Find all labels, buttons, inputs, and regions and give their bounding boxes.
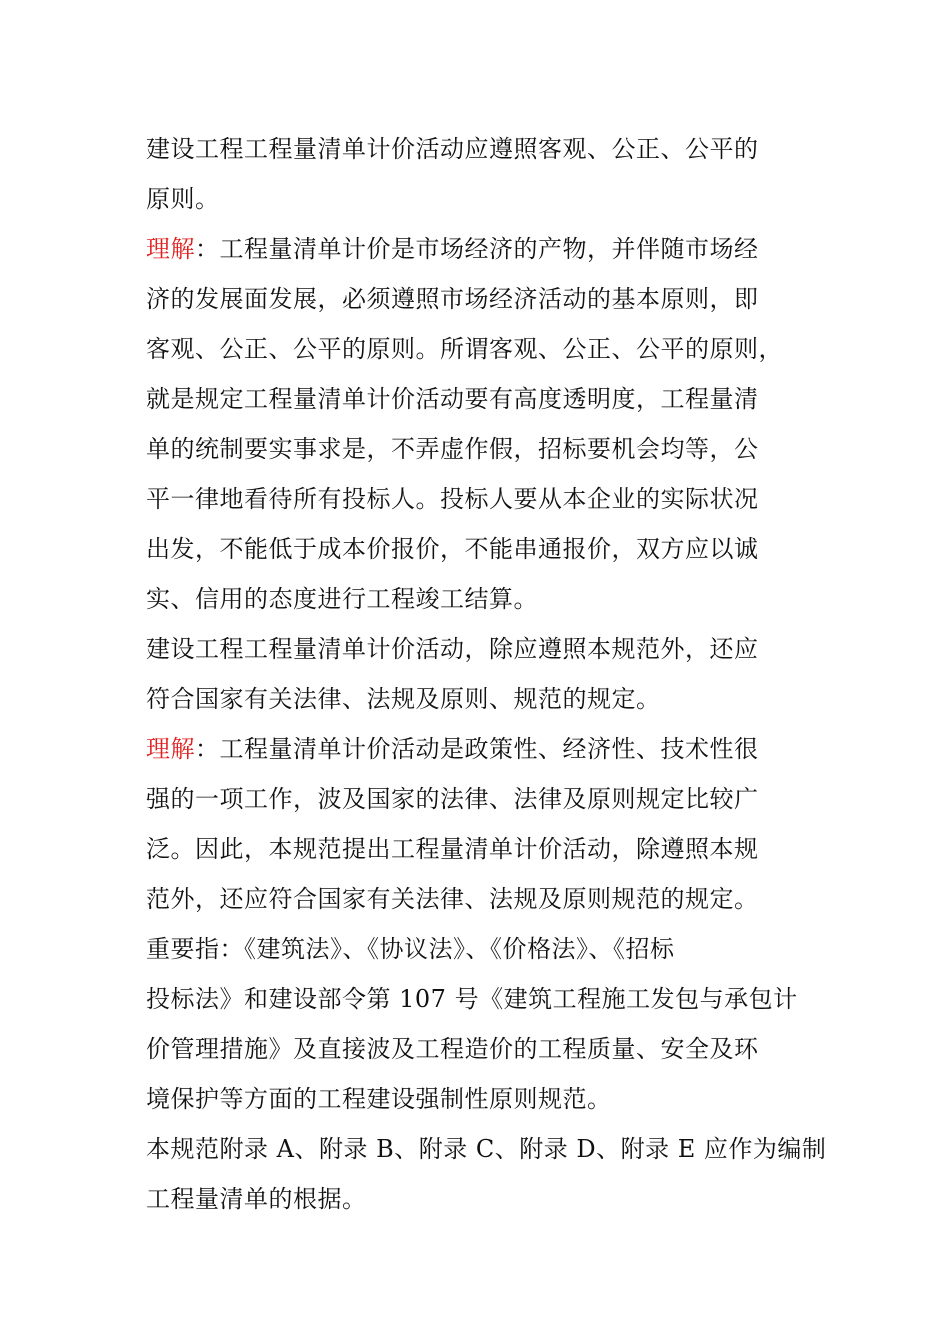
understanding-label: 理解 (146, 235, 195, 263)
text-line (146, 924, 816, 974)
text-line (146, 724, 816, 774)
text-line (146, 624, 816, 674)
text-line (146, 1024, 816, 1074)
text-line (146, 524, 816, 574)
line-text: ：工程量清单计价是市场经济的产物，并伴随市场经 (195, 235, 759, 263)
document-body (146, 124, 827, 1224)
line-text: 泛。因此，本规范提出工程量清单计价活动，除遵照本规 (146, 835, 759, 863)
text-line (146, 324, 816, 374)
line-text: 工程量清单的根据。 (146, 1185, 367, 1213)
line-text: 价管理措施》及直接波及工程造价的工程质量、安全及环 (146, 1035, 759, 1063)
text-line (146, 224, 816, 274)
text-line (146, 774, 816, 824)
text-line (146, 474, 816, 524)
text-line (146, 874, 816, 924)
text-line (146, 574, 816, 624)
text-line (146, 174, 816, 224)
line-text: 本规范附录 A、附录 B、附录 C、附录 D、附录 E 应作为编制 (146, 1135, 827, 1163)
text-line (146, 374, 816, 424)
understanding-label: 理解 (146, 735, 195, 763)
line-text: 客观、公正、公平的原则。所谓客观、公正、公平的原则， (146, 335, 783, 363)
line-text: 单的统制要实事求是，不弄虚作假，招标要机会均等，公 (146, 435, 759, 463)
line-text: 符合国家有关法律、法规及原则、规范的规定。 (146, 685, 661, 713)
line-text: 就是规定工程量清单计价活动要有高度透明度，工程量清 (146, 385, 759, 413)
text-line (146, 1124, 827, 1174)
line-text: 原则。 (146, 185, 220, 213)
text-line (146, 1074, 816, 1124)
line-text: 济的发展面发展，必须遵照市场经济活动的基本原则，即 (146, 285, 759, 313)
line-text: 建设工程工程量清单计价活动应遵照客观、公正、公平的 (146, 135, 759, 163)
line-text: 出发，不能低于成本价报价，不能串通报价，双方应以诚 (146, 535, 759, 563)
line-text: 范外，还应符合国家有关法律、法规及原则规范的规定。 (146, 885, 759, 913)
text-line (146, 674, 816, 724)
line-text: 建设工程工程量清单计价活动，除应遵照本规范外，还应 (146, 635, 759, 663)
text-line (146, 424, 816, 474)
line-text: 平一律地看待所有投标人。投标人要从本企业的实际状况 (146, 485, 759, 513)
text-line (146, 824, 816, 874)
line-text: 实、信用的态度进行工程竣工结算。 (146, 585, 538, 613)
text-line (146, 124, 816, 174)
text-line (146, 974, 816, 1024)
line-text: 境保护等方面的工程建设强制性原则规范。 (146, 1085, 612, 1113)
line-text: ：工程量清单计价活动是政策性、经济性、技术性很 (195, 735, 759, 763)
text-line (146, 1174, 816, 1224)
line-text: 强的一项工作，波及国家的法律、法律及原则规定比较广 (146, 785, 759, 813)
line-text: 重要指：《建筑法》、《协议法》、《价格法》、《招标 (146, 935, 675, 963)
text-line (146, 274, 816, 324)
line-text: 投标法》和建设部令第 107 号《建筑工程施工发包与承包计 (146, 985, 798, 1013)
